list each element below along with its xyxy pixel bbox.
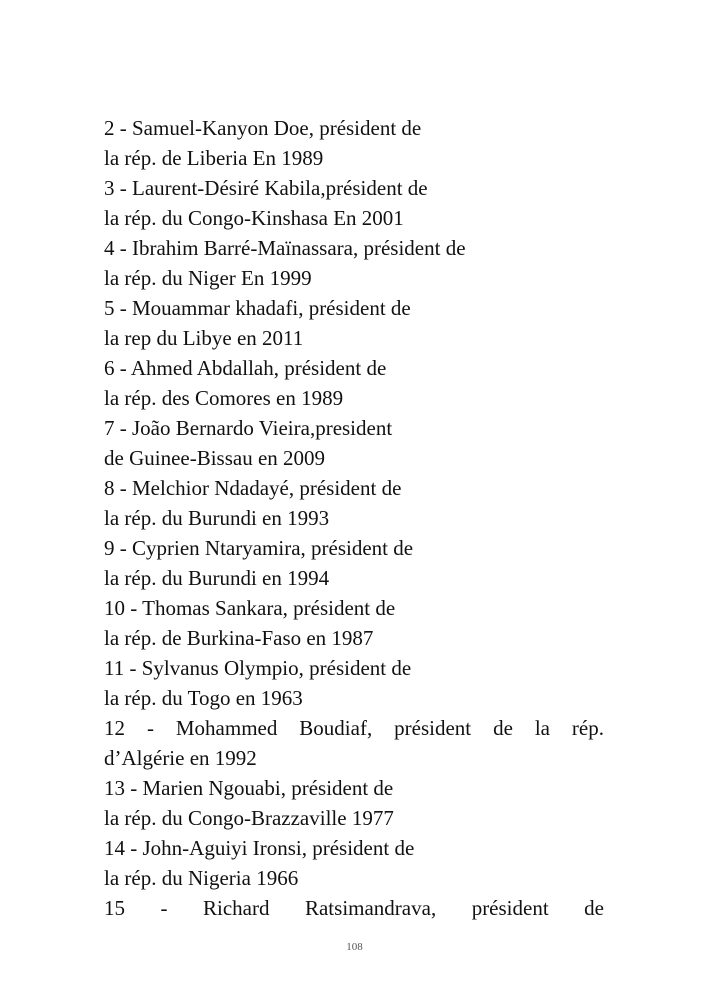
text-line: d’Algérie en 1992 — [104, 746, 257, 770]
text-line: la rép. des Comores en 1989 — [104, 386, 344, 410]
text-line: 4 - Ibrahim Barré-Maïnassara, président de — [104, 236, 466, 260]
text-line: 2 - Samuel-Kanyon Doe, président de — [104, 116, 422, 140]
page-number: 108 — [346, 941, 363, 953]
text-line: la rep du Libye en 2011 — [104, 326, 304, 350]
text-line: la rép. du Burundi en 1993 — [104, 506, 330, 530]
text-line: la rép. du Burundi en 1994 — [104, 566, 330, 590]
text-line: 8 - Melchior Ndadayé, président de — [104, 476, 402, 500]
text-line: 15 - Richard Ratsimandrava, président de — [104, 896, 604, 920]
text-line: 13 - Marien Ngouabi, président de — [104, 776, 394, 800]
page-body — [104, 113, 604, 923]
text-line: 7 - João Bernardo Vieira,president — [104, 416, 393, 440]
text-line: la rép. du Niger En 1999 — [104, 266, 312, 290]
text-line: 12 - Mohammed Boudiaf, président de la rép. — [104, 716, 604, 740]
text-line: 11 - Sylvanus Olympio, président de — [104, 656, 412, 680]
text-line: la rép. de Burkina-Faso en 1987 — [104, 626, 374, 650]
text-line: 3 - Laurent-Désiré Kabila,président de — [104, 176, 428, 200]
text-line: la rép. du Congo-Brazzaville 1977 — [104, 806, 394, 830]
text-line: 5 - Mouammar khadafi, président de — [104, 296, 411, 320]
text-line: la rép. du Nigeria 1966 — [104, 866, 299, 890]
text-line: la rép. du Congo-Kinshasa En 2001 — [104, 206, 404, 230]
text-line: 10 - Thomas Sankara, président de — [104, 596, 396, 620]
text-line: 9 - Cyprien Ntaryamira, président de — [104, 536, 414, 560]
text-line: de Guinee-Bissau en 2009 — [104, 446, 326, 470]
text-line: la rép. de Liberia En 1989 — [104, 146, 324, 170]
text-line: la rép. du Togo en 1963 — [104, 686, 303, 710]
text-line: 6 - Ahmed Abdallah, président de — [104, 356, 387, 380]
text-line: 14 - John-Aguiyi Ironsi, président de — [104, 836, 415, 860]
